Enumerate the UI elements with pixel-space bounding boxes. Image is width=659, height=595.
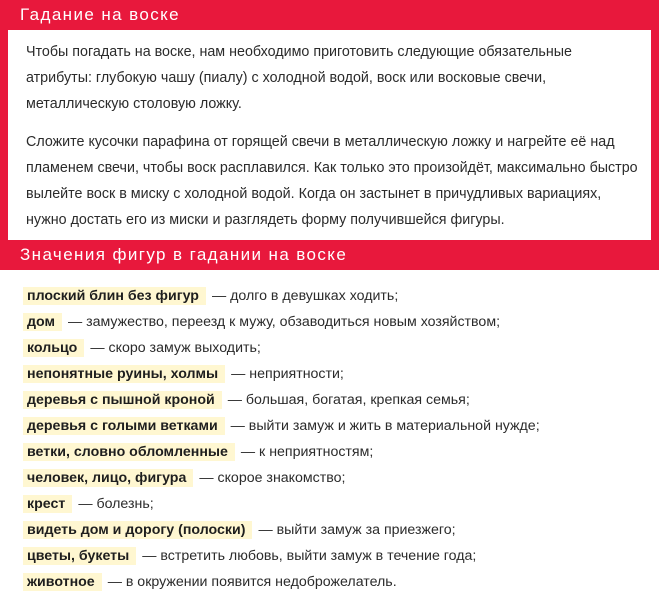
figure-meaning: — неприятности; xyxy=(231,366,344,382)
intro-text-box xyxy=(0,30,659,240)
figure-term: кольцо xyxy=(23,339,84,357)
list-item xyxy=(23,387,659,413)
intro-paragraph-1: Чтобы погадать на воске, нам необходимо приготовить следующие обязательные атрибуты: глубокую чашу (пиалу) с холодной водой, воск или восковые свечи, металлическую столовую ложку. xyxy=(26,44,572,112)
figure-meanings-list xyxy=(0,270,659,589)
figure-meaning: — замужество, переезд к мужу, обзаводиться новым хозяйством; xyxy=(67,314,501,330)
figure-term: деревья с пышной кроной xyxy=(23,391,222,409)
figure-meaning: — скоро замуж выходить; xyxy=(90,340,261,356)
list-item xyxy=(23,491,659,517)
list-item xyxy=(23,283,659,309)
figure-term: цветы, букеты xyxy=(23,547,136,565)
figure-term: ветки, словно обломленные xyxy=(23,443,235,461)
figure-meaning: — болезнь; xyxy=(78,496,154,512)
list-item xyxy=(23,439,659,465)
figure-meaning: — долго в девушках ходить; xyxy=(211,288,399,304)
section-title-text: Значения фигур в гадании на воске xyxy=(20,245,348,264)
figure-term: дом xyxy=(23,313,62,331)
figure-meaning: — к неприятностям; xyxy=(240,444,374,460)
list-item xyxy=(23,335,659,361)
section-title-text: Гадание на воске xyxy=(20,5,180,24)
list-item xyxy=(23,361,659,387)
figure-term: непонятные руины, холмы xyxy=(23,365,225,383)
figure-term: деревья с голыми ветками xyxy=(23,417,225,435)
list-item xyxy=(23,569,659,595)
list-item xyxy=(23,309,659,335)
figure-meaning: — встретить любовь, выйти замуж в течение года; xyxy=(142,548,477,564)
figure-term: крест xyxy=(23,495,72,513)
figure-term: видеть дом и дорогу (полоски) xyxy=(23,521,252,539)
section-title-figure-meanings xyxy=(0,240,659,270)
figure-meaning: — скорое знакомство; xyxy=(199,470,346,486)
list-item xyxy=(23,543,659,569)
list-item xyxy=(23,413,659,439)
figure-term: человек, лицо, фигура xyxy=(23,469,193,487)
figure-meaning: — выйти замуж и жить в материальной нужде; xyxy=(230,418,540,434)
figure-term: животное xyxy=(23,573,102,591)
figure-meaning: — в окружении появится недоброжелатель. xyxy=(107,574,397,590)
intro-paragraph-2: Сложите кусочки парафина от горящей свечи в металлическую ложку и нагрейте её над пламенем свечи, чтобы воск расплавился. Как только это произойдёт, максимально быстро вылейте воск в миску с холодной водой. Когда он застынет в причудливых вариациях, нужно достать его из миски и разглядеть форму получившейся фигуры. xyxy=(26,134,638,228)
figure-term: плоский блин без фигур xyxy=(23,287,206,305)
figure-meaning: — выйти замуж за приезжего; xyxy=(258,522,456,538)
section-title-wax-divination xyxy=(0,0,659,30)
list-item xyxy=(23,517,659,543)
list-item xyxy=(23,465,659,491)
figure-meaning: — большая, богатая, крепкая семья; xyxy=(227,392,470,408)
